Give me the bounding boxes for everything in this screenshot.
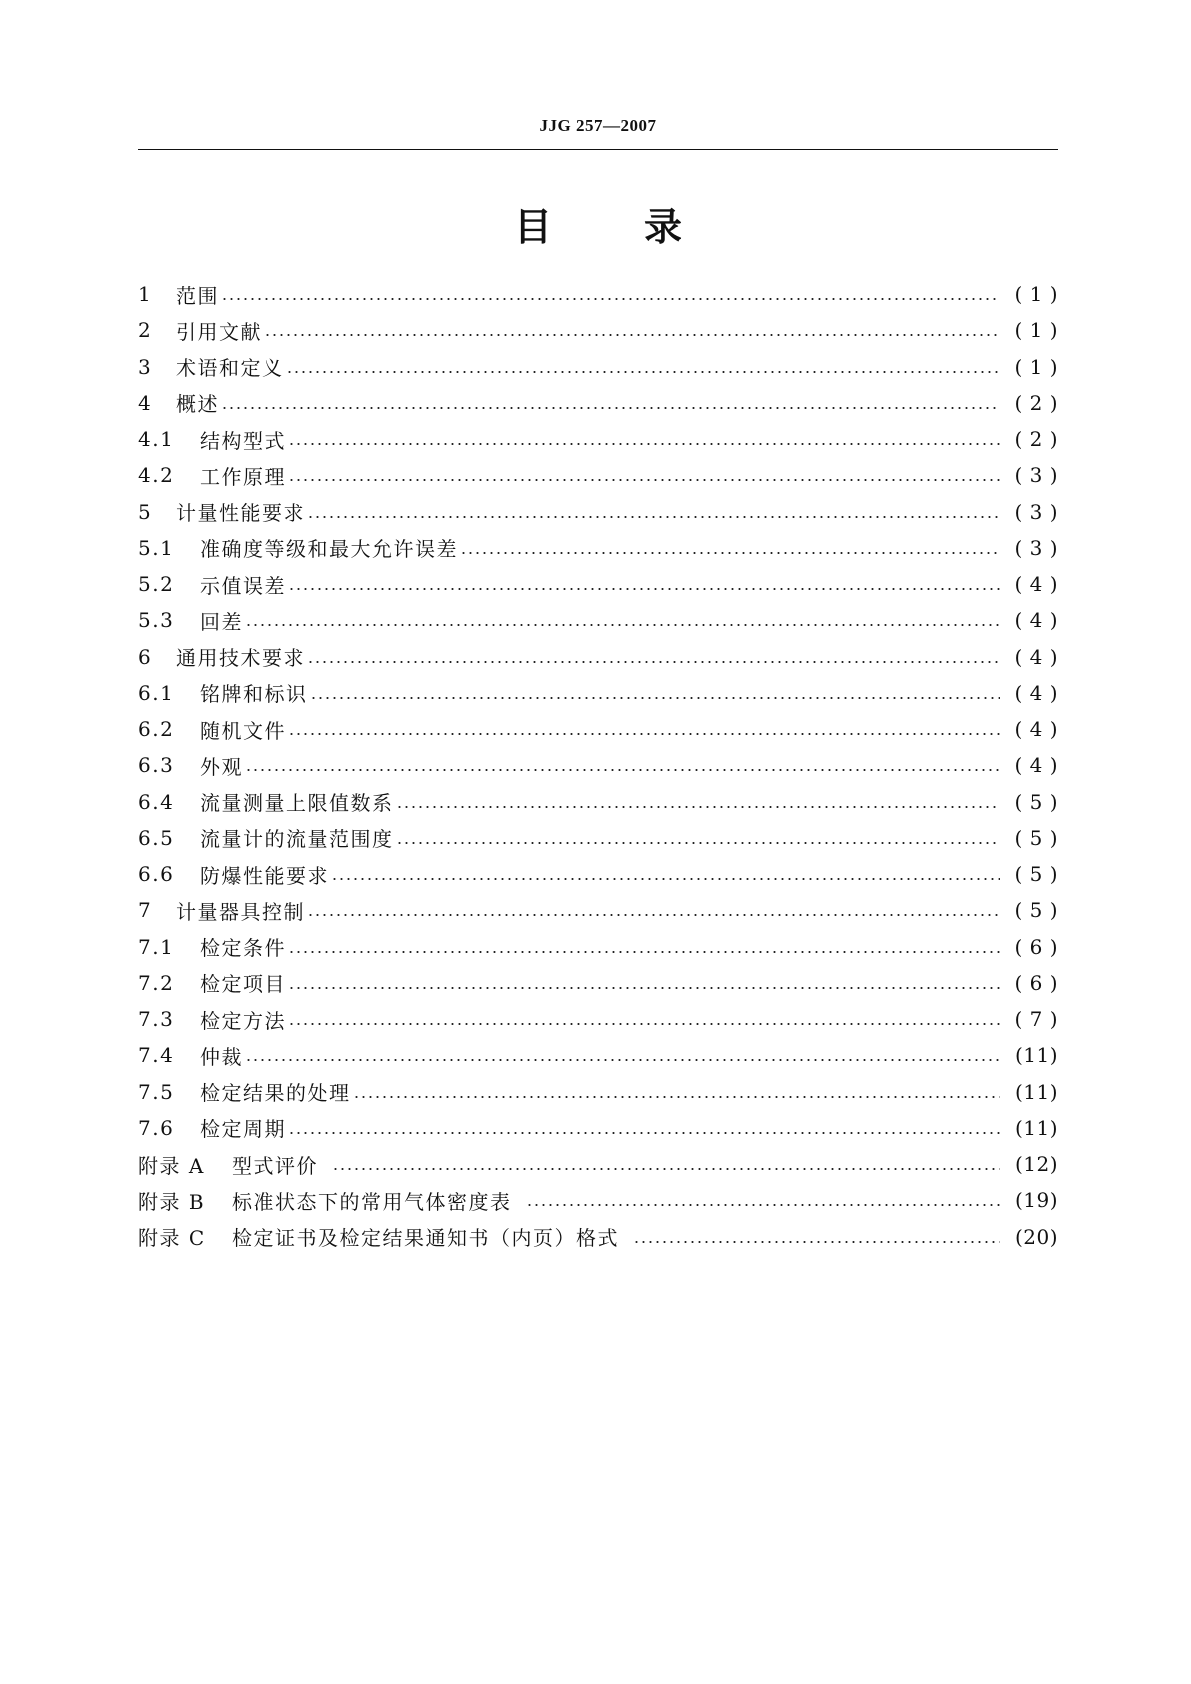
toc-dot-leader: [310, 697, 1001, 699]
toc-entry-page: ( 5 ): [1014, 789, 1058, 814]
toc-entry-page: ( 6 ): [1014, 934, 1058, 959]
toc-dot-leader: [264, 334, 1000, 336]
toc-entry[interactable]: [138, 1182, 1058, 1218]
toc-entry[interactable]: [138, 602, 1058, 638]
toc-dot-leader: [307, 516, 1000, 518]
toc-entry-number: 7: [138, 898, 153, 923]
toc-entry-title: 型式评价: [232, 1153, 318, 1178]
toc-entry-title: 检定周期: [200, 1117, 286, 1142]
toc-entry-title: 检定项目: [200, 972, 286, 997]
toc-entry-page: ( 6 ): [1014, 970, 1058, 995]
toc-entry-title: 回差: [200, 609, 243, 634]
toc-entry[interactable]: [138, 421, 1058, 457]
toc-entry-title: 检定条件: [200, 936, 286, 961]
toc-entry-page: ( 2 ): [1014, 427, 1058, 452]
toc-entry-number: 附录 C: [138, 1226, 206, 1251]
toc-entry-title: 准确度等级和最大允许误差: [200, 537, 458, 562]
table-of-contents: [138, 276, 1058, 1255]
toc-entry[interactable]: [138, 639, 1058, 675]
toc-entry[interactable]: [138, 965, 1058, 1001]
toc-entry-title: 概述: [176, 392, 219, 417]
toc-entry-page: ( 7 ): [1014, 1007, 1058, 1032]
toc-entry-page: (11): [1014, 1043, 1058, 1068]
toc-entry-page: ( 4 ): [1014, 717, 1058, 742]
toc-entry[interactable]: [138, 675, 1058, 711]
toc-entry-page: (11): [1014, 1115, 1058, 1140]
toc-entry-title: 术语和定义: [176, 356, 284, 381]
toc-dot-leader: [288, 479, 1000, 481]
toc-entry-page: ( 3 ): [1014, 535, 1058, 560]
toc-entry-page: ( 3 ): [1014, 499, 1058, 524]
toc-entry-page: ( 4 ): [1014, 753, 1058, 778]
toc-entry-title: 范围: [176, 283, 219, 308]
toc-entry-page: (19): [1014, 1188, 1058, 1213]
toc-entry-page: ( 4 ): [1014, 572, 1058, 597]
toc-dot-leader: [221, 407, 1000, 409]
toc-entry-title: 标准状态下的常用气体密度表: [232, 1189, 512, 1214]
toc-entry-number: 7.1: [138, 934, 175, 959]
toc-entry-title: 检定方法: [200, 1008, 286, 1033]
toc-entry-number: 7.5: [138, 1079, 175, 1104]
toc-dot-leader: [288, 588, 1000, 590]
toc-dot-leader: [633, 1241, 1000, 1243]
toc-entry-title: 流量测量上限值数系: [200, 791, 394, 816]
toc-entry-number: 7.2: [138, 970, 175, 995]
toc-dot-leader: [331, 878, 1000, 880]
toc-dot-leader: [353, 1096, 1001, 1098]
toc-entry-page: (12): [1014, 1152, 1058, 1177]
toc-entry-title: 仲裁: [200, 1044, 243, 1069]
toc-entry-title: 计量器具控制: [176, 899, 305, 924]
toc-entry[interactable]: [138, 1001, 1058, 1037]
toc-entry[interactable]: [138, 711, 1058, 747]
toc-entry-title: 外观: [200, 754, 243, 779]
toc-entry-title: 工作原理: [200, 464, 286, 489]
toc-entry[interactable]: [138, 1110, 1058, 1146]
toc-dot-leader: [307, 914, 1000, 916]
toc-entry-page: (20): [1014, 1224, 1058, 1249]
toc-entry-title: 检定证书及检定结果通知书（内页）格式: [232, 1226, 619, 1251]
toc-entry-page: ( 1 ): [1014, 318, 1058, 343]
toc-dot-leader: [245, 769, 1000, 771]
toc-entry-number: 7.6: [138, 1115, 175, 1140]
toc-entry[interactable]: [138, 820, 1058, 856]
toc-entry[interactable]: [138, 349, 1058, 385]
toc-entry-number: 6.2: [138, 717, 175, 742]
toc-dot-leader: [288, 443, 1000, 445]
toc-dot-leader: [288, 1023, 1000, 1025]
toc-dot-leader: [286, 371, 1001, 373]
toc-entry-title: 铭牌和标识: [200, 682, 308, 707]
toc-entry[interactable]: [138, 784, 1058, 820]
toc-dot-leader: [396, 842, 1001, 844]
toc-entry-page: ( 4 ): [1014, 680, 1058, 705]
toc-dot-leader: [526, 1204, 1001, 1206]
toc-dot-leader: [332, 1168, 1000, 1170]
toc-entry-number: 附录 A: [138, 1153, 205, 1178]
toc-entry[interactable]: [138, 457, 1058, 493]
toc-entry-page: ( 2 ): [1014, 390, 1058, 415]
toc-entry-title: 结构型式: [200, 428, 286, 453]
toc-entry[interactable]: [138, 494, 1058, 530]
toc-entry-title: 通用技术要求: [176, 646, 305, 671]
document-code-header: JJG 257—2007: [539, 116, 657, 135]
toc-entry-page: ( 4 ): [1014, 644, 1058, 669]
toc-entry-title: 示值误差: [200, 573, 286, 598]
toc-entry[interactable]: [138, 530, 1058, 566]
toc-entry-number: 4.2: [138, 463, 175, 488]
toc-entry-number: 2: [138, 318, 153, 343]
toc-entry-number: 6.4: [138, 789, 175, 814]
toc-entry-number: 6.6: [138, 862, 175, 887]
toc-entry-title: 计量性能要求: [176, 501, 305, 526]
toc-dot-leader: [307, 661, 1000, 663]
header-rule: [138, 149, 1058, 150]
toc-entry-number: 附录 B: [138, 1189, 206, 1214]
toc-dot-leader: [288, 733, 1000, 735]
toc-entry-number: 6: [138, 644, 153, 669]
toc-dot-leader: [245, 1059, 1000, 1061]
toc-entry-page: ( 4 ): [1014, 608, 1058, 633]
toc-entry-number: 3: [138, 354, 153, 379]
toc-entry-number: 5: [138, 499, 153, 524]
toc-entry-title: 防爆性能要求: [200, 863, 329, 888]
toc-entry-number: 5.2: [138, 572, 175, 597]
toc-entry[interactable]: [138, 892, 1058, 928]
toc-entry-number: 7.3: [138, 1007, 175, 1032]
toc-entry-page: ( 1 ): [1014, 282, 1058, 307]
toc-entry-number: 6.5: [138, 825, 175, 850]
toc-entry-page: ( 3 ): [1014, 463, 1058, 488]
toc-entry[interactable]: [138, 929, 1058, 965]
toc-dot-leader: [288, 987, 1000, 989]
toc-entry-page: ( 5 ): [1014, 898, 1058, 923]
toc-dot-leader: [288, 1132, 1000, 1134]
toc-entry[interactable]: [138, 1074, 1058, 1110]
toc-entry-page: ( 5 ): [1014, 825, 1058, 850]
toc-dot-leader: [460, 552, 1000, 554]
toc-dot-leader: [396, 806, 1001, 808]
toc-entry[interactable]: [138, 856, 1058, 892]
toc-entry-title: 检定结果的处理: [200, 1081, 351, 1106]
toc-entry[interactable]: [138, 1037, 1058, 1073]
toc-entry-page: ( 1 ): [1014, 354, 1058, 379]
page-title: [138, 196, 1058, 251]
title-char-right: 录: [644, 205, 683, 249]
toc-entry-number: 6.3: [138, 753, 175, 778]
toc-entry[interactable]: [138, 1219, 1058, 1255]
toc-entry-page: (11): [1014, 1079, 1058, 1104]
toc-entry[interactable]: [138, 566, 1058, 602]
toc-entry-number: 4.1: [138, 427, 175, 452]
toc-dot-leader: [221, 298, 1000, 300]
toc-entry-number: 5.3: [138, 608, 175, 633]
title-char-left: 目: [513, 205, 552, 249]
toc-entry-title: 流量计的流量范围度: [200, 827, 394, 852]
toc-entry-number: 5.1: [138, 535, 175, 560]
toc-entry[interactable]: [138, 385, 1058, 421]
toc-entry[interactable]: [138, 312, 1058, 348]
toc-dot-leader: [288, 951, 1000, 953]
toc-entry-number: 6.1: [138, 680, 175, 705]
toc-entry[interactable]: [138, 747, 1058, 783]
toc-entry-number: 1: [138, 282, 153, 307]
toc-dot-leader: [245, 624, 1000, 626]
toc-entry-title: 引用文献: [176, 319, 262, 344]
toc-entry[interactable]: [138, 276, 1058, 312]
toc-entry-page: ( 5 ): [1014, 862, 1058, 887]
toc-entry-number: 4: [138, 390, 153, 415]
toc-entry-title: 随机文件: [200, 718, 286, 743]
toc-entry[interactable]: [138, 1146, 1058, 1182]
toc-entry-number: 7.4: [138, 1043, 175, 1068]
